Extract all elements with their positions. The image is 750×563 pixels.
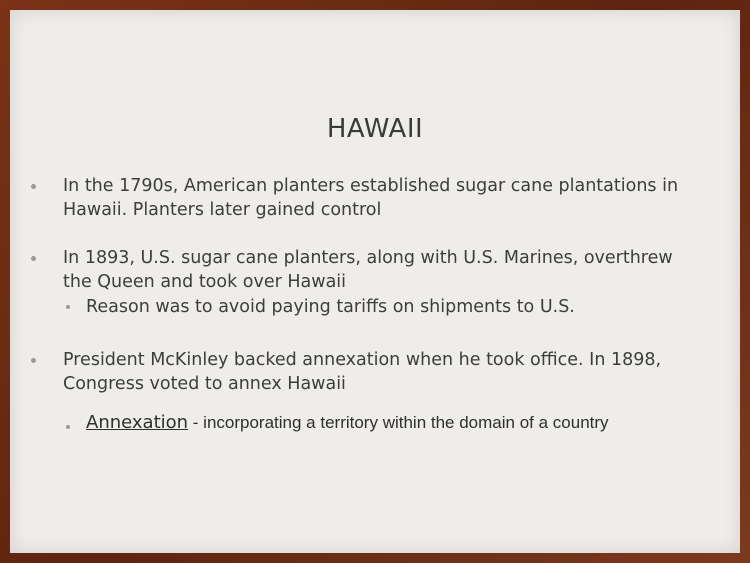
bullet-dot: [31, 358, 36, 363]
bullet-3-line-1: President McKinley backed annexation when he took office. In 1898,: [63, 350, 662, 370]
bullet-2: [63, 246, 723, 294]
bullet-1: [63, 174, 723, 222]
bullet-1-line-2: Hawaii. Planters later gained control: [63, 200, 382, 220]
sub-bullet-line: Reason was to avoid paying tariffs on shipments to U.S.: [86, 297, 575, 317]
definition-term: Annexation: [86, 412, 189, 433]
slide: [10, 10, 740, 553]
bullet-dot: [31, 184, 36, 189]
bullet-dot: [31, 256, 36, 261]
bullet-1-line-1: In the 1790s, American planters established sugar cane plantations in: [63, 176, 679, 196]
bullet-3-line-2: Congress voted to annex Hawaii: [63, 374, 346, 394]
sub-bullet-dot: [66, 425, 70, 429]
definition-text: - incorporating a territory within the domain of a country: [188, 413, 609, 432]
slide-title: HAWAII: [326, 114, 424, 144]
sub-bullet-dot: [66, 305, 70, 309]
sub-bullet: [86, 295, 706, 319]
bullet-2-line-1: In 1893, U.S. sugar cane planters, along with U.S. Marines, overthrew: [63, 248, 673, 268]
bullet-2-line-2: the Queen and took over Hawaii: [63, 272, 347, 292]
bullet-3: [63, 348, 723, 396]
definition: [86, 412, 609, 433]
